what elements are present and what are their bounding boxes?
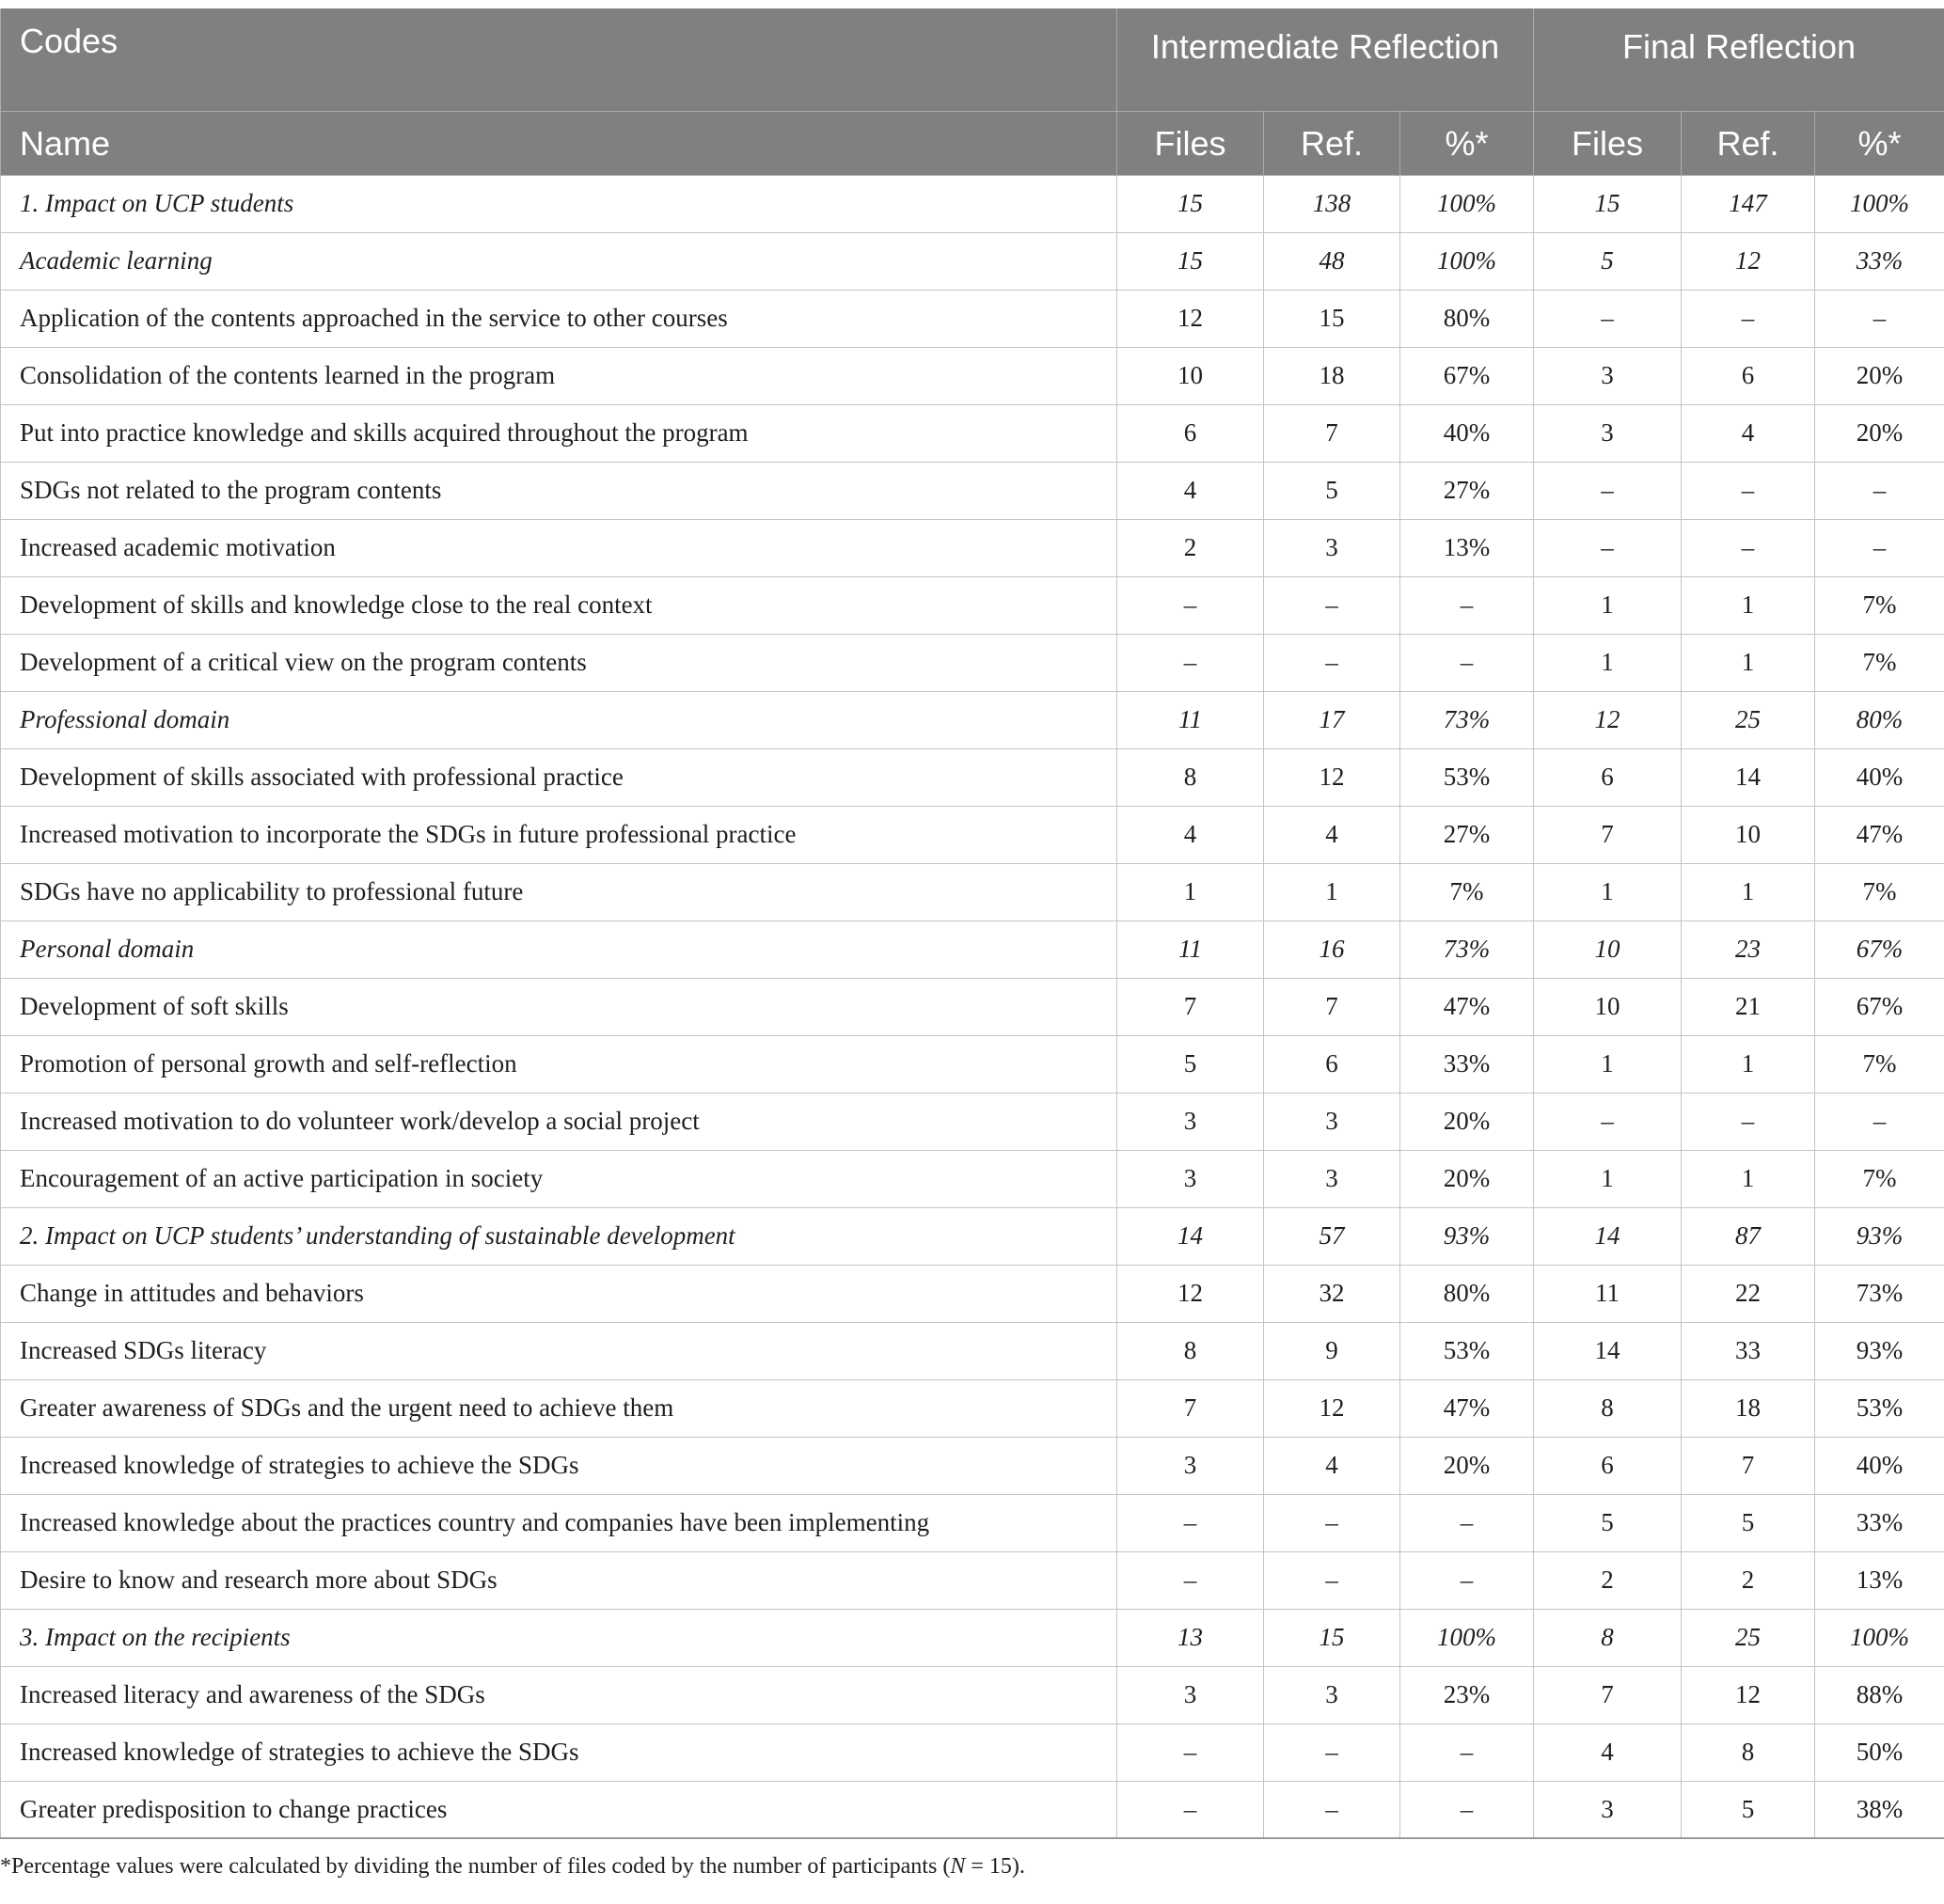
cell-pct-intermediate: 100%	[1400, 232, 1534, 290]
cell-files-intermediate: –	[1117, 1781, 1264, 1838]
cell-pct-final: 80%	[1815, 691, 1944, 748]
cell-ref-intermediate: –	[1264, 1551, 1400, 1609]
table-footnote	[0, 1854, 1025, 1880]
cell-name: Put into practice knowledge and skills acquired throughout the program	[1, 404, 1117, 462]
cell-pct-intermediate: 73%	[1400, 691, 1534, 748]
header-row-columns	[1, 111, 1944, 175]
cell-pct-final: 100%	[1815, 1609, 1944, 1666]
cell-name: Greater predisposition to change practices	[1, 1781, 1117, 1838]
table-row	[1, 1666, 1944, 1723]
header-files-final: Files	[1534, 111, 1682, 175]
cell-pct-final: 7%	[1815, 576, 1944, 634]
cell-files-final: 6	[1534, 748, 1682, 806]
cell-name: Greater awareness of SDGs and the urgent need to achieve them	[1, 1379, 1117, 1437]
table-row	[1, 519, 1944, 576]
cell-ref-intermediate: –	[1264, 1494, 1400, 1551]
cell-name: Consolidation of the contents learned in the program	[1, 347, 1117, 404]
cell-name: Change in attitudes and behaviors	[1, 1265, 1117, 1322]
cell-files-intermediate: 10	[1117, 347, 1264, 404]
cell-name: Application of the contents approached in the service to other courses	[1, 290, 1117, 347]
cell-ref-final: 1	[1682, 1150, 1815, 1207]
cell-ref-intermediate: 48	[1264, 232, 1400, 290]
cell-pct-intermediate: 47%	[1400, 978, 1534, 1035]
cell-files-intermediate: 8	[1117, 1322, 1264, 1379]
cell-ref-final: 1	[1682, 634, 1815, 691]
cell-name: Increased knowledge of strategies to achieve the SDGs	[1, 1437, 1117, 1494]
cell-pct-final: 88%	[1815, 1666, 1944, 1723]
cell-files-intermediate: 15	[1117, 232, 1264, 290]
cell-ref-intermediate: –	[1264, 1781, 1400, 1838]
cell-files-final: –	[1534, 1093, 1682, 1150]
table-row	[1, 1150, 1944, 1207]
cell-ref-intermediate: 18	[1264, 347, 1400, 404]
cell-files-intermediate: 14	[1117, 1207, 1264, 1265]
table-row	[1, 1494, 1944, 1551]
cell-pct-intermediate: –	[1400, 1781, 1534, 1838]
cell-name: Development of soft skills	[1, 978, 1117, 1035]
cell-name: Encouragement of an active participation in society	[1, 1150, 1117, 1207]
cell-files-intermediate: –	[1117, 1723, 1264, 1781]
cell-pct-final: 20%	[1815, 404, 1944, 462]
cell-pct-final: 93%	[1815, 1322, 1944, 1379]
cell-pct-intermediate: 100%	[1400, 175, 1534, 232]
header-pct-intermediate: %*	[1400, 111, 1534, 175]
cell-ref-final: 10	[1682, 806, 1815, 863]
cell-pct-intermediate: 13%	[1400, 519, 1534, 576]
cell-pct-final: –	[1815, 462, 1944, 519]
cell-ref-final: 1	[1682, 863, 1815, 921]
cell-files-final: 3	[1534, 347, 1682, 404]
table-row-category	[1, 232, 1944, 290]
cell-files-final: 14	[1534, 1207, 1682, 1265]
cell-pct-final: –	[1815, 519, 1944, 576]
cell-ref-intermediate: 1	[1264, 863, 1400, 921]
cell-ref-final: 25	[1682, 1609, 1815, 1666]
cell-ref-intermediate: 12	[1264, 748, 1400, 806]
cell-ref-intermediate: 3	[1264, 1150, 1400, 1207]
cell-files-intermediate: –	[1117, 634, 1264, 691]
cell-name: Promotion of personal growth and self-reflection	[1, 1035, 1117, 1093]
cell-files-intermediate: 1	[1117, 863, 1264, 921]
cell-files-final: 7	[1534, 806, 1682, 863]
cell-ref-intermediate: 17	[1264, 691, 1400, 748]
cell-files-intermediate: 12	[1117, 1265, 1264, 1322]
cell-pct-final: 7%	[1815, 863, 1944, 921]
cell-ref-intermediate: 15	[1264, 290, 1400, 347]
cell-pct-final: 38%	[1815, 1781, 1944, 1838]
cell-pct-final: 67%	[1815, 978, 1944, 1035]
cell-ref-final: 18	[1682, 1379, 1815, 1437]
table-row	[1, 1723, 1944, 1781]
cell-ref-final: 87	[1682, 1207, 1815, 1265]
cell-files-final: 1	[1534, 634, 1682, 691]
header-codes: Codes	[1, 8, 1117, 111]
cell-files-intermediate: 3	[1117, 1437, 1264, 1494]
cell-pct-final: 7%	[1815, 1150, 1944, 1207]
cell-ref-intermediate: –	[1264, 1723, 1400, 1781]
cell-files-intermediate: –	[1117, 1494, 1264, 1551]
cell-pct-final: 93%	[1815, 1207, 1944, 1265]
cell-ref-final: 22	[1682, 1265, 1815, 1322]
cell-name: Development of a critical view on the program contents	[1, 634, 1117, 691]
cell-files-final: 6	[1534, 1437, 1682, 1494]
cell-ref-intermediate: 138	[1264, 175, 1400, 232]
codes-table	[0, 8, 1944, 1839]
cell-pct-final: 33%	[1815, 232, 1944, 290]
cell-files-intermediate: 5	[1117, 1035, 1264, 1093]
cell-pct-final: 67%	[1815, 921, 1944, 978]
table-row	[1, 978, 1944, 1035]
cell-files-intermediate: –	[1117, 576, 1264, 634]
footnote-n-symbol: N	[950, 1854, 966, 1879]
cell-files-intermediate: –	[1117, 1551, 1264, 1609]
table-row	[1, 1265, 1944, 1322]
cell-ref-final: 5	[1682, 1494, 1815, 1551]
cell-ref-intermediate: 5	[1264, 462, 1400, 519]
cell-files-intermediate: 8	[1117, 748, 1264, 806]
cell-pct-final: 73%	[1815, 1265, 1944, 1322]
cell-ref-final: 4	[1682, 404, 1815, 462]
cell-pct-intermediate: 20%	[1400, 1437, 1534, 1494]
cell-pct-final: 7%	[1815, 1035, 1944, 1093]
cell-pct-intermediate: –	[1400, 576, 1534, 634]
cell-ref-intermediate: 9	[1264, 1322, 1400, 1379]
header-files-intermediate: Files	[1117, 111, 1264, 175]
table-row	[1, 1322, 1944, 1379]
cell-pct-intermediate: 80%	[1400, 290, 1534, 347]
table-row-category	[1, 1207, 1944, 1265]
table-row-category	[1, 691, 1944, 748]
cell-files-intermediate: 11	[1117, 691, 1264, 748]
cell-files-intermediate: 12	[1117, 290, 1264, 347]
cell-pct-final: 53%	[1815, 1379, 1944, 1437]
cell-files-final: 2	[1534, 1551, 1682, 1609]
table-row	[1, 347, 1944, 404]
cell-name: Academic learning	[1, 232, 1117, 290]
cell-pct-intermediate: 73%	[1400, 921, 1534, 978]
table-row	[1, 863, 1944, 921]
cell-name: Increased academic motivation	[1, 519, 1117, 576]
cell-name: Increased knowledge about the practices country and companies have been implementing	[1, 1494, 1117, 1551]
header-final-reflection: Final Reflection	[1534, 8, 1944, 111]
cell-name: Personal domain	[1, 921, 1117, 978]
cell-ref-final: 33	[1682, 1322, 1815, 1379]
cell-pct-intermediate: 53%	[1400, 748, 1534, 806]
cell-pct-intermediate: –	[1400, 1494, 1534, 1551]
cell-ref-final: 2	[1682, 1551, 1815, 1609]
cell-pct-intermediate: 100%	[1400, 1609, 1534, 1666]
table-row	[1, 1551, 1944, 1609]
cell-pct-intermediate: 33%	[1400, 1035, 1534, 1093]
cell-name: SDGs not related to the program contents	[1, 462, 1117, 519]
cell-name: Increased motivation to incorporate the SDGs in future professional practice	[1, 806, 1117, 863]
header-row-groups	[1, 8, 1944, 111]
cell-name: SDGs have no applicability to professional future	[1, 863, 1117, 921]
cell-files-intermediate: 6	[1117, 404, 1264, 462]
cell-name: 2. Impact on UCP students’ understanding of sustainable development	[1, 1207, 1117, 1265]
cell-ref-intermediate: 6	[1264, 1035, 1400, 1093]
cell-pct-intermediate: 20%	[1400, 1150, 1534, 1207]
cell-pct-intermediate: 23%	[1400, 1666, 1534, 1723]
header-ref-final: Ref.	[1682, 111, 1815, 175]
cell-files-final: –	[1534, 462, 1682, 519]
cell-ref-final: 1	[1682, 576, 1815, 634]
cell-files-final: 5	[1534, 1494, 1682, 1551]
cell-ref-final: 1	[1682, 1035, 1815, 1093]
cell-pct-final: 47%	[1815, 806, 1944, 863]
cell-pct-final: 13%	[1815, 1551, 1944, 1609]
cell-ref-intermediate: 7	[1264, 978, 1400, 1035]
cell-name: 1. Impact on UCP students	[1, 175, 1117, 232]
cell-name: Professional domain	[1, 691, 1117, 748]
cell-ref-final: 21	[1682, 978, 1815, 1035]
table-row	[1, 748, 1944, 806]
cell-pct-intermediate: –	[1400, 634, 1534, 691]
cell-ref-intermediate: –	[1264, 576, 1400, 634]
cell-files-intermediate: 3	[1117, 1150, 1264, 1207]
footnote-n-value: = 15).	[965, 1854, 1025, 1879]
cell-files-final: 1	[1534, 576, 1682, 634]
cell-pct-intermediate: 53%	[1400, 1322, 1534, 1379]
cell-files-final: –	[1534, 519, 1682, 576]
cell-files-intermediate: 2	[1117, 519, 1264, 576]
cell-ref-final: 7	[1682, 1437, 1815, 1494]
cell-ref-final: 23	[1682, 921, 1815, 978]
table-row-category	[1, 175, 1944, 232]
table-row	[1, 462, 1944, 519]
cell-name: Development of skills and knowledge close to the real context	[1, 576, 1117, 634]
cell-pct-intermediate: 27%	[1400, 806, 1534, 863]
cell-ref-intermediate: 16	[1264, 921, 1400, 978]
table-row	[1, 1035, 1944, 1093]
table-row	[1, 1437, 1944, 1494]
cell-files-final: 11	[1534, 1265, 1682, 1322]
cell-pct-intermediate: 93%	[1400, 1207, 1534, 1265]
cell-files-final: 10	[1534, 921, 1682, 978]
cell-pct-intermediate: 80%	[1400, 1265, 1534, 1322]
cell-files-intermediate: 13	[1117, 1609, 1264, 1666]
cell-files-final: 7	[1534, 1666, 1682, 1723]
cell-files-final: 1	[1534, 1150, 1682, 1207]
cell-name: 3. Impact on the recipients	[1, 1609, 1117, 1666]
cell-pct-intermediate: 7%	[1400, 863, 1534, 921]
table-row	[1, 1781, 1944, 1838]
table-row	[1, 806, 1944, 863]
cell-ref-intermediate: 57	[1264, 1207, 1400, 1265]
cell-ref-final: 5	[1682, 1781, 1815, 1838]
table-row	[1, 634, 1944, 691]
cell-pct-intermediate: 40%	[1400, 404, 1534, 462]
table-row	[1, 1379, 1944, 1437]
cell-files-intermediate: 7	[1117, 1379, 1264, 1437]
cell-ref-final: 6	[1682, 347, 1815, 404]
cell-ref-final: –	[1682, 1093, 1815, 1150]
cell-ref-intermediate: –	[1264, 634, 1400, 691]
cell-files-final: 12	[1534, 691, 1682, 748]
cell-files-final: 8	[1534, 1379, 1682, 1437]
cell-files-intermediate: 3	[1117, 1093, 1264, 1150]
cell-ref-intermediate: 7	[1264, 404, 1400, 462]
footnote-text: *Percentage values were calculated by dividing the number of files coded by the number of participants (	[0, 1854, 951, 1879]
table-row-category	[1, 1609, 1944, 1666]
table-row	[1, 576, 1944, 634]
cell-ref-final: –	[1682, 290, 1815, 347]
cell-files-final: 14	[1534, 1322, 1682, 1379]
cell-files-intermediate: 4	[1117, 462, 1264, 519]
cell-name: Development of skills associated with professional practice	[1, 748, 1117, 806]
cell-ref-intermediate: 4	[1264, 1437, 1400, 1494]
cell-ref-final: –	[1682, 462, 1815, 519]
cell-files-final: 1	[1534, 1035, 1682, 1093]
cell-ref-final: –	[1682, 519, 1815, 576]
cell-pct-final: 50%	[1815, 1723, 1944, 1781]
cell-files-final: 1	[1534, 863, 1682, 921]
cell-ref-final: 8	[1682, 1723, 1815, 1781]
cell-files-intermediate: 3	[1117, 1666, 1264, 1723]
cell-ref-final: 14	[1682, 748, 1815, 806]
header-intermediate-reflection: Intermediate Reflection	[1117, 8, 1534, 111]
cell-files-final: 15	[1534, 175, 1682, 232]
cell-pct-intermediate: 20%	[1400, 1093, 1534, 1150]
cell-pct-final: 40%	[1815, 748, 1944, 806]
cell-files-intermediate: 15	[1117, 175, 1264, 232]
cell-pct-final: 7%	[1815, 634, 1944, 691]
cell-files-final: 5	[1534, 232, 1682, 290]
cell-files-final: 3	[1534, 1781, 1682, 1838]
cell-pct-intermediate: 47%	[1400, 1379, 1534, 1437]
cell-name: Increased motivation to do volunteer work/develop a social project	[1, 1093, 1117, 1150]
cell-name: Desire to know and research more about SDGs	[1, 1551, 1117, 1609]
cell-name: Increased literacy and awareness of the SDGs	[1, 1666, 1117, 1723]
cell-ref-intermediate: 12	[1264, 1379, 1400, 1437]
cell-ref-intermediate: 3	[1264, 519, 1400, 576]
cell-files-final: 8	[1534, 1609, 1682, 1666]
cell-pct-intermediate: 27%	[1400, 462, 1534, 519]
cell-ref-intermediate: 4	[1264, 806, 1400, 863]
cell-files-final: 10	[1534, 978, 1682, 1035]
cell-ref-final: 12	[1682, 1666, 1815, 1723]
cell-pct-intermediate: –	[1400, 1723, 1534, 1781]
cell-pct-final: 20%	[1815, 347, 1944, 404]
cell-pct-final: 40%	[1815, 1437, 1944, 1494]
cell-files-intermediate: 11	[1117, 921, 1264, 978]
cell-pct-intermediate: 67%	[1400, 347, 1534, 404]
cell-files-final: 4	[1534, 1723, 1682, 1781]
cell-pct-final: –	[1815, 290, 1944, 347]
header-ref-intermediate: Ref.	[1264, 111, 1400, 175]
cell-files-intermediate: 4	[1117, 806, 1264, 863]
cell-pct-intermediate: –	[1400, 1551, 1534, 1609]
cell-ref-intermediate: 3	[1264, 1666, 1400, 1723]
cell-pct-final: –	[1815, 1093, 1944, 1150]
cell-ref-final: 147	[1682, 175, 1815, 232]
header-name: Name	[1, 111, 1117, 175]
cell-files-final: –	[1534, 290, 1682, 347]
cell-files-final: 3	[1534, 404, 1682, 462]
cell-ref-intermediate: 3	[1264, 1093, 1400, 1150]
cell-pct-final: 100%	[1815, 175, 1944, 232]
cell-files-intermediate: 7	[1117, 978, 1264, 1035]
table-body	[1, 175, 1944, 1838]
table-header	[1, 8, 1944, 175]
cell-ref-intermediate: 15	[1264, 1609, 1400, 1666]
table-row	[1, 290, 1944, 347]
cell-ref-final: 25	[1682, 691, 1815, 748]
cell-name: Increased knowledge of strategies to achieve the SDGs	[1, 1723, 1117, 1781]
table-row-category	[1, 921, 1944, 978]
cell-ref-intermediate: 32	[1264, 1265, 1400, 1322]
cell-ref-final: 12	[1682, 232, 1815, 290]
cell-name: Increased SDGs literacy	[1, 1322, 1117, 1379]
table-row	[1, 1093, 1944, 1150]
cell-pct-final: 33%	[1815, 1494, 1944, 1551]
header-pct-final: %*	[1815, 111, 1944, 175]
table-row	[1, 404, 1944, 462]
